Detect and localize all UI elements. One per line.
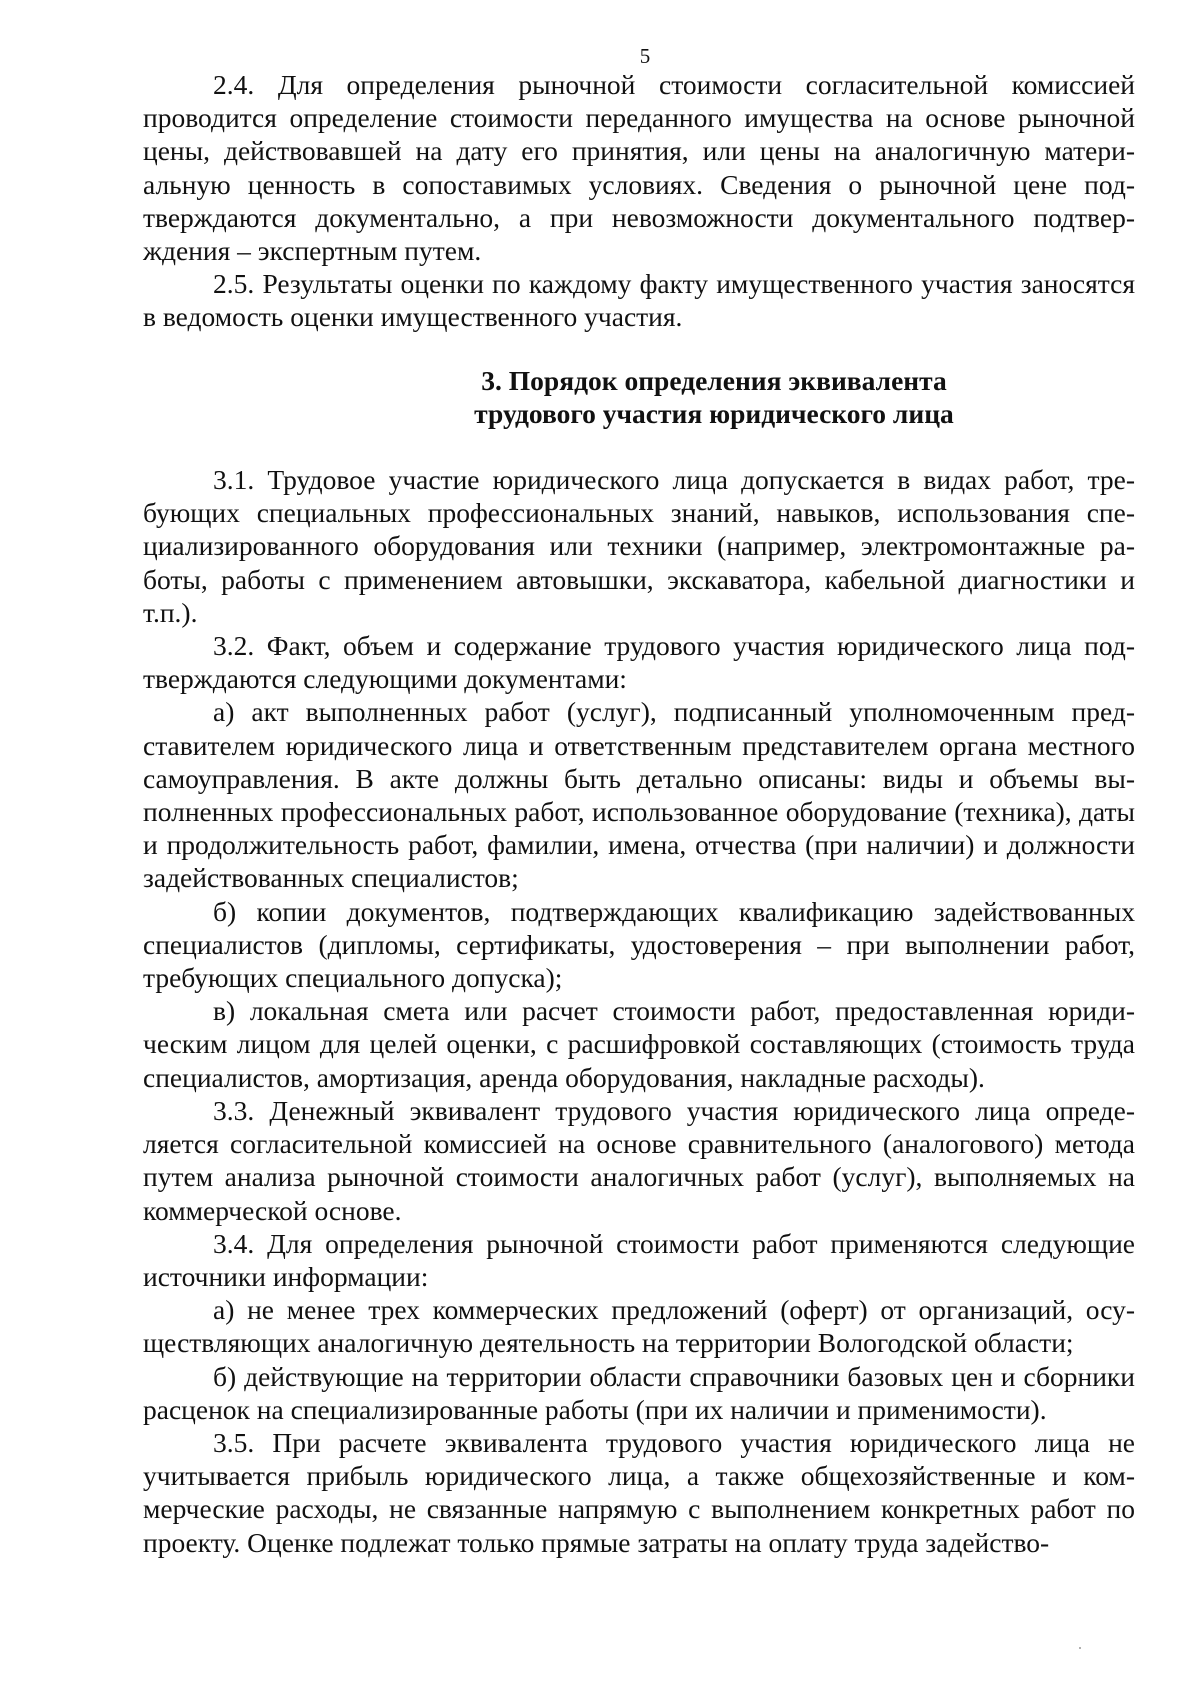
section-3-heading-line-1: 3. Порядок определения эквивалента: [481, 364, 947, 396]
paragraph-3-3: 3.3. Денежный эквивалент трудового участия юридического лица определяется согласительной комиссией на основе сравнительного (аналогового) метода путем анализа рыночной стоимости аналогичных работ (услуг), выполняемых на коммерческой основе.: [143, 1094, 1135, 1226]
page-number: 5: [639, 44, 651, 68]
paragraph-3-4-b: б) действующие на территории области справочники базовых цен и сборники расценок на специализированные работы (при их наличии и применимости).: [143, 1360, 1135, 1425]
paragraph-3-5: 3.5. При расчете эквивалента трудового участия юридического лица не учитывается прибыль юридического лица, а также общехозяйственные и коммерческие расходы, не связанные напрямую с выполнением конкретных работ по проекту. Оценке подлежат только прямые затраты на оплату труда задейство-: [143, 1426, 1135, 1558]
paragraph-3-2-a: а) акт выполненных работ (услуг), подписанный уполномоченным представителем юридического лица и ответственным представителем органа местного самоуправления. В акте должны быть детально описаны: виды и объемы выполненных профессиональных работ, использованное оборудование (техника), даты и продолжительность работ, фамилии, имена, отчества (при наличии) и должности задействованных специалистов;: [143, 696, 1135, 894]
document-body: [143, 68, 1135, 1559]
section-3-heading-line-2: трудового участия юридического лица: [474, 397, 954, 429]
paragraph-3-4-a: а) не менее трех коммерческих предложений (оферт) от организаций, осуществляющих аналогичную деятельность на территории Вологодской области;: [143, 1294, 1135, 1359]
paragraph-3-2-v: в) локальная смета или расчет стоимости работ, предоставленная юридическим лицом для целей оценки, с расшифровкой составляющих (стоимость труда специалистов, амортизация, аренда оборудования, накладные расходы).: [143, 995, 1135, 1093]
paragraph-3-2: 3.2. Факт, объем и содержание трудового участия юридического лица подтверждаются следующими документами:: [143, 630, 1135, 695]
paragraph-2-5: 2.5. Результаты оценки по каждому факту имущественного участия заносятся в ведомость оценки имущественного участия.: [143, 268, 1135, 333]
section-3-heading: [143, 364, 1135, 430]
paragraph-3-4: 3.4. Для определения рыночной стоимости работ применяются следующие источники информации:: [143, 1227, 1135, 1292]
paragraph-3-2-b: б) копии документов, подтверждающих квалификацию задействованных специалистов (дипломы, сертификаты, удостоверения – при выполнении работ, требующих специального допуска);: [143, 895, 1135, 994]
paragraph-3-1: 3.1. Трудовое участие юридического лица допускается в видах работ, требующих специальных профессиональных знаний, навыков, использования специализированного оборудования или техники (например, электромонтажные работы, работы с применением автовышки, экскаватора, кабельной диагностики и т.п.).: [143, 464, 1135, 628]
scan-speck: [1079, 1647, 1081, 1649]
paragraph-2-4: 2.4. Для определения рыночной стоимости согласительной комиссией проводится определение стоимости переданного имущества на основе рыночной цены, действовавшей на дату его принятия, или цены на аналогичную материальную ценность в сопоставимых условиях. Сведения о рыночной цене подтверждаются документально, а при невозможности документального подтверждения – экспертным путем.: [143, 69, 1135, 267]
